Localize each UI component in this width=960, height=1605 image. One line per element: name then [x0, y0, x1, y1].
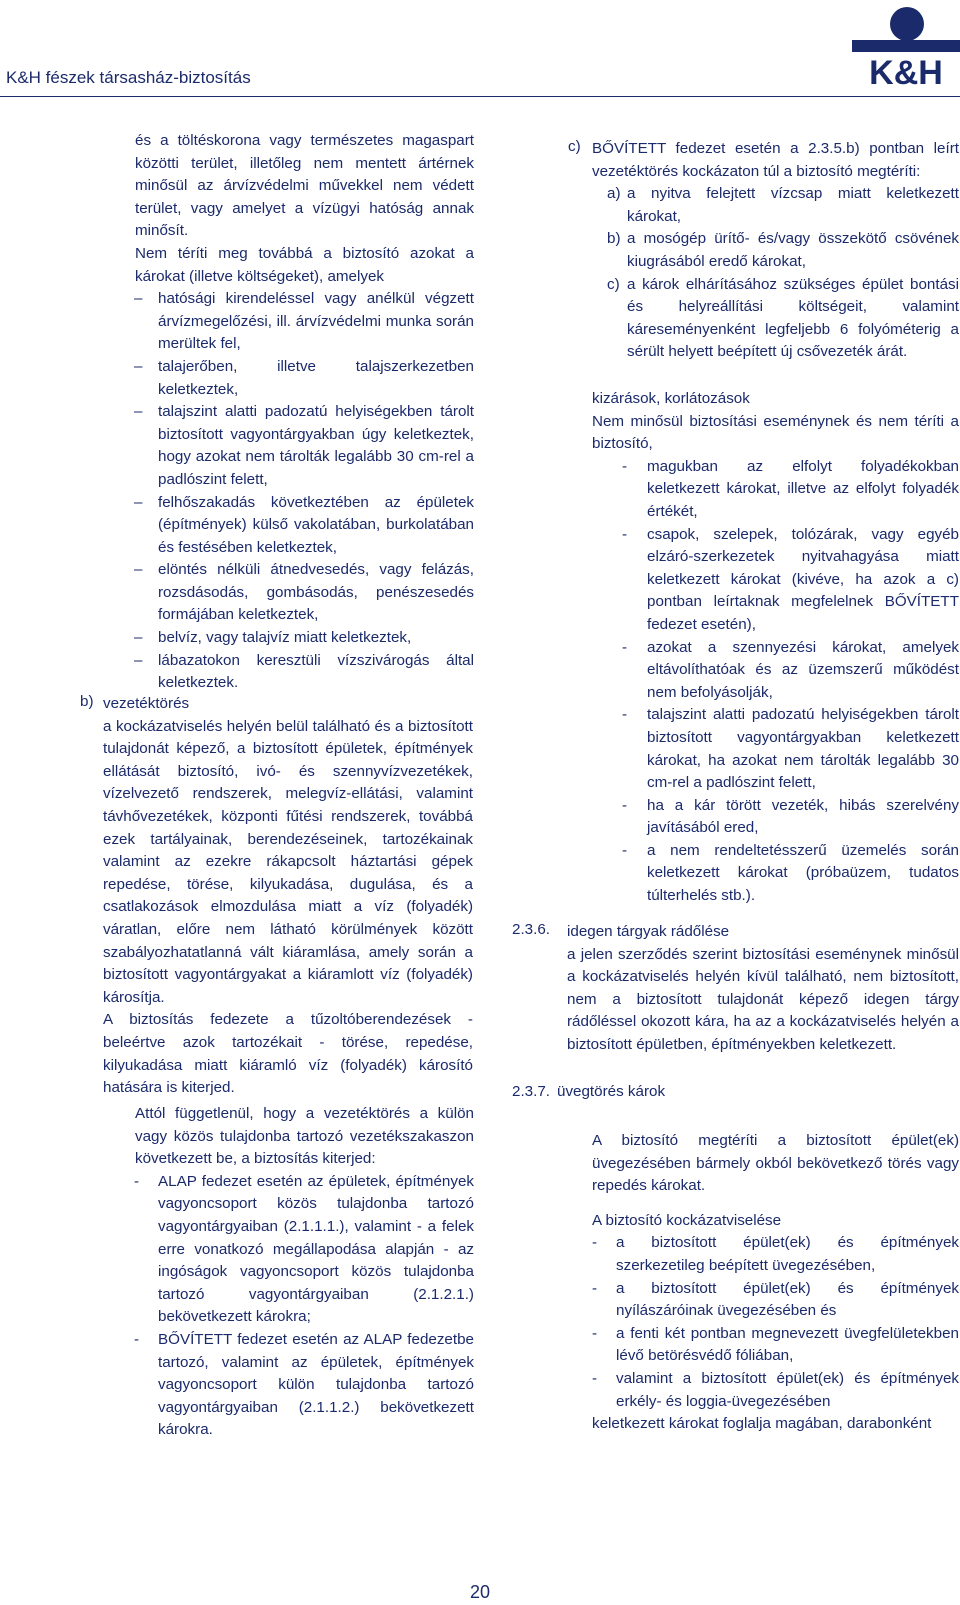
list-item: – talajerőben, illetve talajszerkezetben keletkeztek,: [134, 357, 474, 398]
section-237-number: 2.3.7.: [512, 1083, 550, 1100]
list-item: - BŐVÍTETT fedezet esetén az ALAP fedezetbe tartozó, valamint az épületek, építmények vagyoncsoport külön tulajdonba tartozó vagyontárgyaiban (2.1.1.2.) bekövetkezett károkra.: [134, 1330, 474, 1439]
list-item: - csapok, szelepek, tolózárak, vagy egyéb elzáró-szerkezetek nyitvahagyása miatt keletkezett károkat (kivéve, ha azok a c) pontban leírtaknak megfelelnek BŐVÍTETT fedezet esetén),: [622, 525, 959, 633]
list-item: - a fenti két pontban megnevezett üvegfelületekben lévő betörésvédő fóliában,: [592, 1324, 959, 1365]
list-item: c) a károk elhárításához szükséges épület bontási és helyreállítási költségeit, valamint káreseményenként legfeljebb 6 folyóméterig a sérült helyett beépített új csővezeték árát.: [607, 275, 959, 361]
section-237-subtitle: A biztosító kockázatviselése: [592, 1211, 782, 1229]
section-236: [567, 921, 959, 1057]
logo-bar: [852, 40, 960, 52]
list-item: b) a mosógép ürítő- és/vagy összekötő csövének kiugrásából eredő károkat,: [607, 230, 959, 270]
section-236-text: a jelen szerződés szerint biztosítási eseménynek minősül a kockázatviselés helyén kívül található, nem biztosított, nem a biztosított tulajdonát képező idegen tárgy rádőléssel okozott kára, ha az a kockázatviselés helyén a biztosított épületben, építményekben keletkezett.: [567, 945, 959, 1053]
section-c-text: BŐVÍTETT fedezet esetén a 2.3.5.b) pontban leírt vezetéktörés kockázaton túl a biztosító megtéríti:: [592, 140, 959, 180]
exclusions-title: kizárások, korlátozások: [592, 390, 750, 407]
list-item: a) a nyitva felejtett vízcsap miatt keletkezett károkat,: [607, 185, 959, 225]
section-237-end: keletkezett károkat foglalja magában, darabonként: [592, 1415, 932, 1433]
document-title: K&H fészek társasház-biztosítás: [6, 68, 251, 87]
kh-logo: [852, 4, 960, 90]
list-item: – talajszint alatti padozatú helyiségekben tárolt biztosított vagyontárgyakban úgy keletkeztek, hogy azokat nem tárolták legalább 30 cm-rel a padlószint felett,: [134, 403, 474, 488]
paragraph-not-reimbursed: Nem téríti meg továbbá a biztosító azokat a károkat (illetve költségeket), amelyek: [135, 244, 474, 285]
list-item: – felhőszakadás következtében az épületek (építmények) külső vakolatában, burkolatában és festésében keletkeztek,: [134, 493, 474, 556]
left-column-bottom: [135, 1103, 474, 1442]
page-number: 20: [469, 1582, 491, 1602]
section-237-title: üvegtörés károk: [557, 1083, 666, 1100]
header-rule: [0, 96, 960, 97]
section-237: [592, 1130, 959, 1436]
list-item: – hatósági kirendeléssel vagy anélkül végzett árvízmegelőzési, ill. árvízvédelmi munka során merültek fel,: [134, 290, 474, 353]
section-b-label: b): [80, 693, 94, 710]
list-item: - ha a kár törött vezeték, hibás szerelvény javításából ered,: [622, 796, 959, 837]
paragraph-coverage: Attól függetlenül, hogy a vezetéktörés a külön vagy közös tulajdonba tartozó vezetékszakaszon következett be, a biztosítás kiterjed:: [135, 1105, 474, 1168]
list-item: - talajszint alatti padozatú helyiségekben tárolt biztosított vagyontárgyakban keletkezett károkat, ha azokat nem tárolták legalább 30 cm-rel a padlószint felett,: [622, 706, 959, 792]
left-column-top: [135, 130, 474, 695]
section-236-title: idegen tárgyak rádőlése: [567, 923, 730, 940]
list-item: - a nem rendeltetésszerű üzemelés során keletkezett károkat (próbaüzem, tudatos túlterhelés stb.).: [622, 841, 959, 905]
exclusions: [592, 388, 959, 908]
section-b-text: a kockázatviselés helyén belül található és a biztosított tulajdonát képező, a biztosított épületek, építmények ellátását biztosító, ivó- és szennyvízvezetékek, vízelvezető rendszerek, melegvíz-ellátási, valamint távhővezetékek, központi fűtési rendszerek, továbbá ezek tartályainak, berendezéseinek, tartozékainak valamint az ezekre rákapcsolt háztartási gépek repedése, törése, kilyukadása, dugulása, és a csatlakozások elmozdulása miatt a víz (folyadék) váratlan, előre nem látható körülmények között szabályozhatatlanná vált kiáramlása, amely során a biztosított vagyontárgyakat a kiáramlott víz (folyadék) károsítja.: [103, 717, 473, 1006]
exclusions-intro: Nem minősül biztosítási eseménynek és nem téríti a biztosító,: [592, 412, 959, 453]
section-236-number: 2.3.6.: [512, 921, 550, 938]
logo-circle-icon: [890, 7, 924, 41]
list-item: - a biztosított épület(ek) és építmények nyílászáróinak üvegezésében és: [592, 1279, 959, 1320]
list-item: - valamint a biztosított épület(ek) és építmények erkély- és loggia-üvegezésében: [592, 1369, 959, 1410]
section-b: [103, 693, 473, 1100]
list-item: – lábazatokon keresztüli vízszivárogás által keletkeztek.: [134, 651, 474, 692]
list-item: – elöntés nélküli átnedvesedés, vagy felázás, rozsdásodás, gombásodás, penészesedés formájában keletkeztek,: [134, 561, 474, 624]
section-237-text: A biztosító megtéríti a biztosított épület(ek) üvegezésében bármely okból bekövetkező törés vagy repedés károkat.: [592, 1132, 959, 1195]
logo-text: K&H: [869, 54, 943, 90]
section-b-text-2: A biztosítás fedezete a tűzoltóberendezések - beleértve azok tartozékait - törése, repedése, kilyukadása miatt kiáramló víz (folyadék) károsító hatására is kiterjed.: [103, 1011, 473, 1097]
list-item: - a biztosított épület(ek) és építmények szerkezetileg beépített üvegezésében,: [592, 1234, 959, 1274]
list-item: - ALAP fedezet esetén az épületek, építmények vagyoncsoport közös tulajdonba tartozó vagyontárgyaiban (2.1.1.1.), valamint - a felek erre vonatkozó megállapodása alapján - az ingóságok vagyoncsoport közös tulajdonba tartozó vagyontárgyaiban (2.1.2.1.) bekövetkezett károkra;: [134, 1172, 474, 1326]
list-item: – belvíz, vagy talajvíz miatt keletkeztek,: [134, 629, 412, 647]
section-c: [592, 138, 959, 364]
paragraph-floodplain: és a töltéskorona vagy természetes magaspart közötti terület, illetőleg nem mentett ártérnek minősül az árvízvédelmi művekkel nem védett terület, vagy amelyet a vízügyi hatóság annak minősít.: [135, 132, 474, 240]
list-item: - azokat a szennyezési károkat, amelyek eltávolíthatóak és az üzemszerű működést nem befolyásolják,: [622, 638, 959, 701]
section-c-label: c): [568, 138, 581, 155]
section-b-title: vezetéktörés: [103, 695, 190, 712]
list-item: - magukban az elfolyt folyadékokban keletkezett károkat, illetve az elfolyt folyadék értékét,: [622, 457, 959, 520]
